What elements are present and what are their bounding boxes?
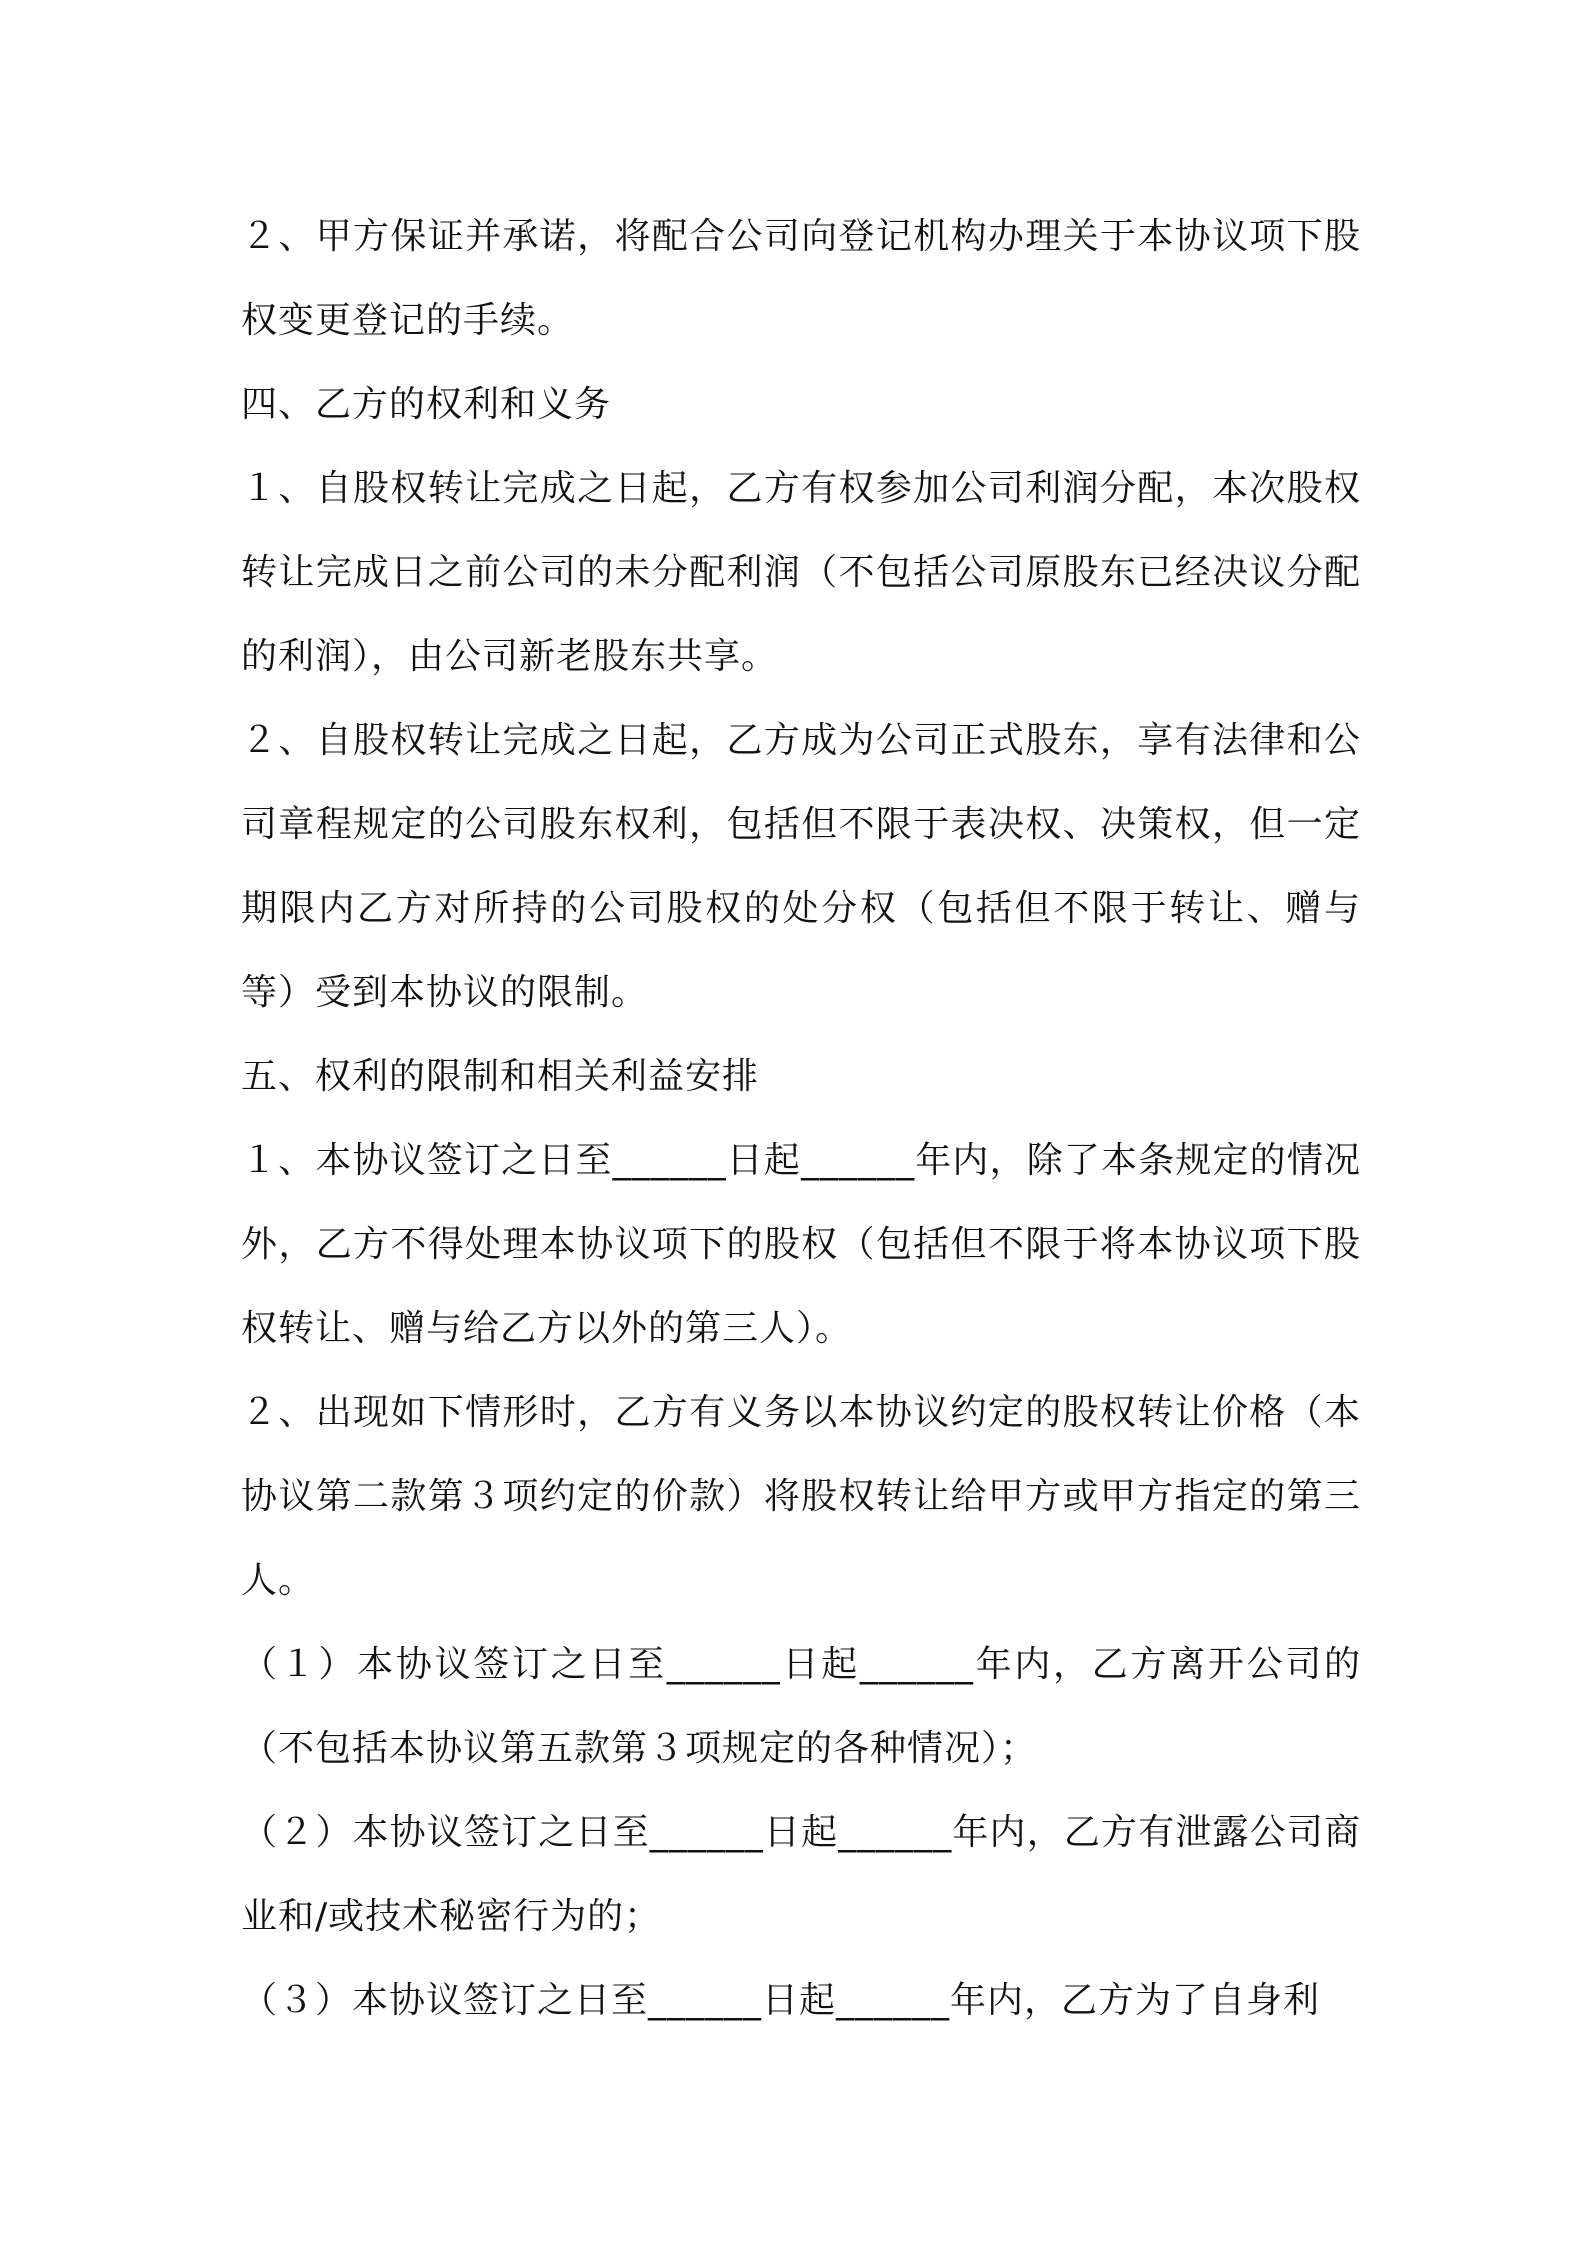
paragraph-profit-distribution: １、自股权转让完成之日起，乙方有权参加公司利润分配，本次股权转让完成日之前公司的未分配利润（不包括公司原股东已经决议分配的利润），由公司新老股东共享。	[241, 468, 1361, 677]
paragraph-transfer-obligation: ２、出现如下情形时，乙方有义务以本协议约定的股权转让价格（本协议第二款第３项约定的价款）将股权转让给甲方或甲方指定的第三人。	[241, 1392, 1361, 1601]
section-heading-rights-restrictions: 五、权利的限制和相关利益安排	[241, 1056, 760, 1097]
list-item-self-interest: （３）本协议签订之日至______日起______年内，乙方为了自身利	[241, 1980, 1321, 2021]
list-item-leaving-company: （１）本协议签订之日至______日起______年内，乙方离开公司的（不包括本协议第五款第３项规定的各种情况）；	[241, 1644, 1361, 1769]
paragraph-shareholder-rights: ２、自股权转让完成之日起，乙方成为公司正式股东，享有法律和公司章程规定的公司股东权利，包括但不限于表决权、决策权，但一定期限内乙方对所持的公司股权的处分权（包括但不限于转让、赠与等）受到本协议的限制。	[241, 720, 1361, 1013]
paragraph-party-a-commitment: ２、甲方保证并承诺，将配合公司向登记机构办理关于本协议项下股权变更登记的手续。	[241, 216, 1361, 341]
document-body	[241, 195, 1361, 2043]
paragraph-transfer-restriction: １、本协议签订之日至______日起______年内，除了本条规定的情况外，乙方不得处理本协议项下的股权（包括但不限于将本协议项下股权转让、赠与给乙方以外的第三人）。	[241, 1140, 1361, 1349]
section-heading-party-b-rights: 四、乙方的权利和义务	[241, 384, 612, 425]
list-item-leaking-secrets: （２）本协议签订之日至______日起______年内，乙方有泄露公司商业和/或技术秘密行为的；	[241, 1812, 1361, 1937]
